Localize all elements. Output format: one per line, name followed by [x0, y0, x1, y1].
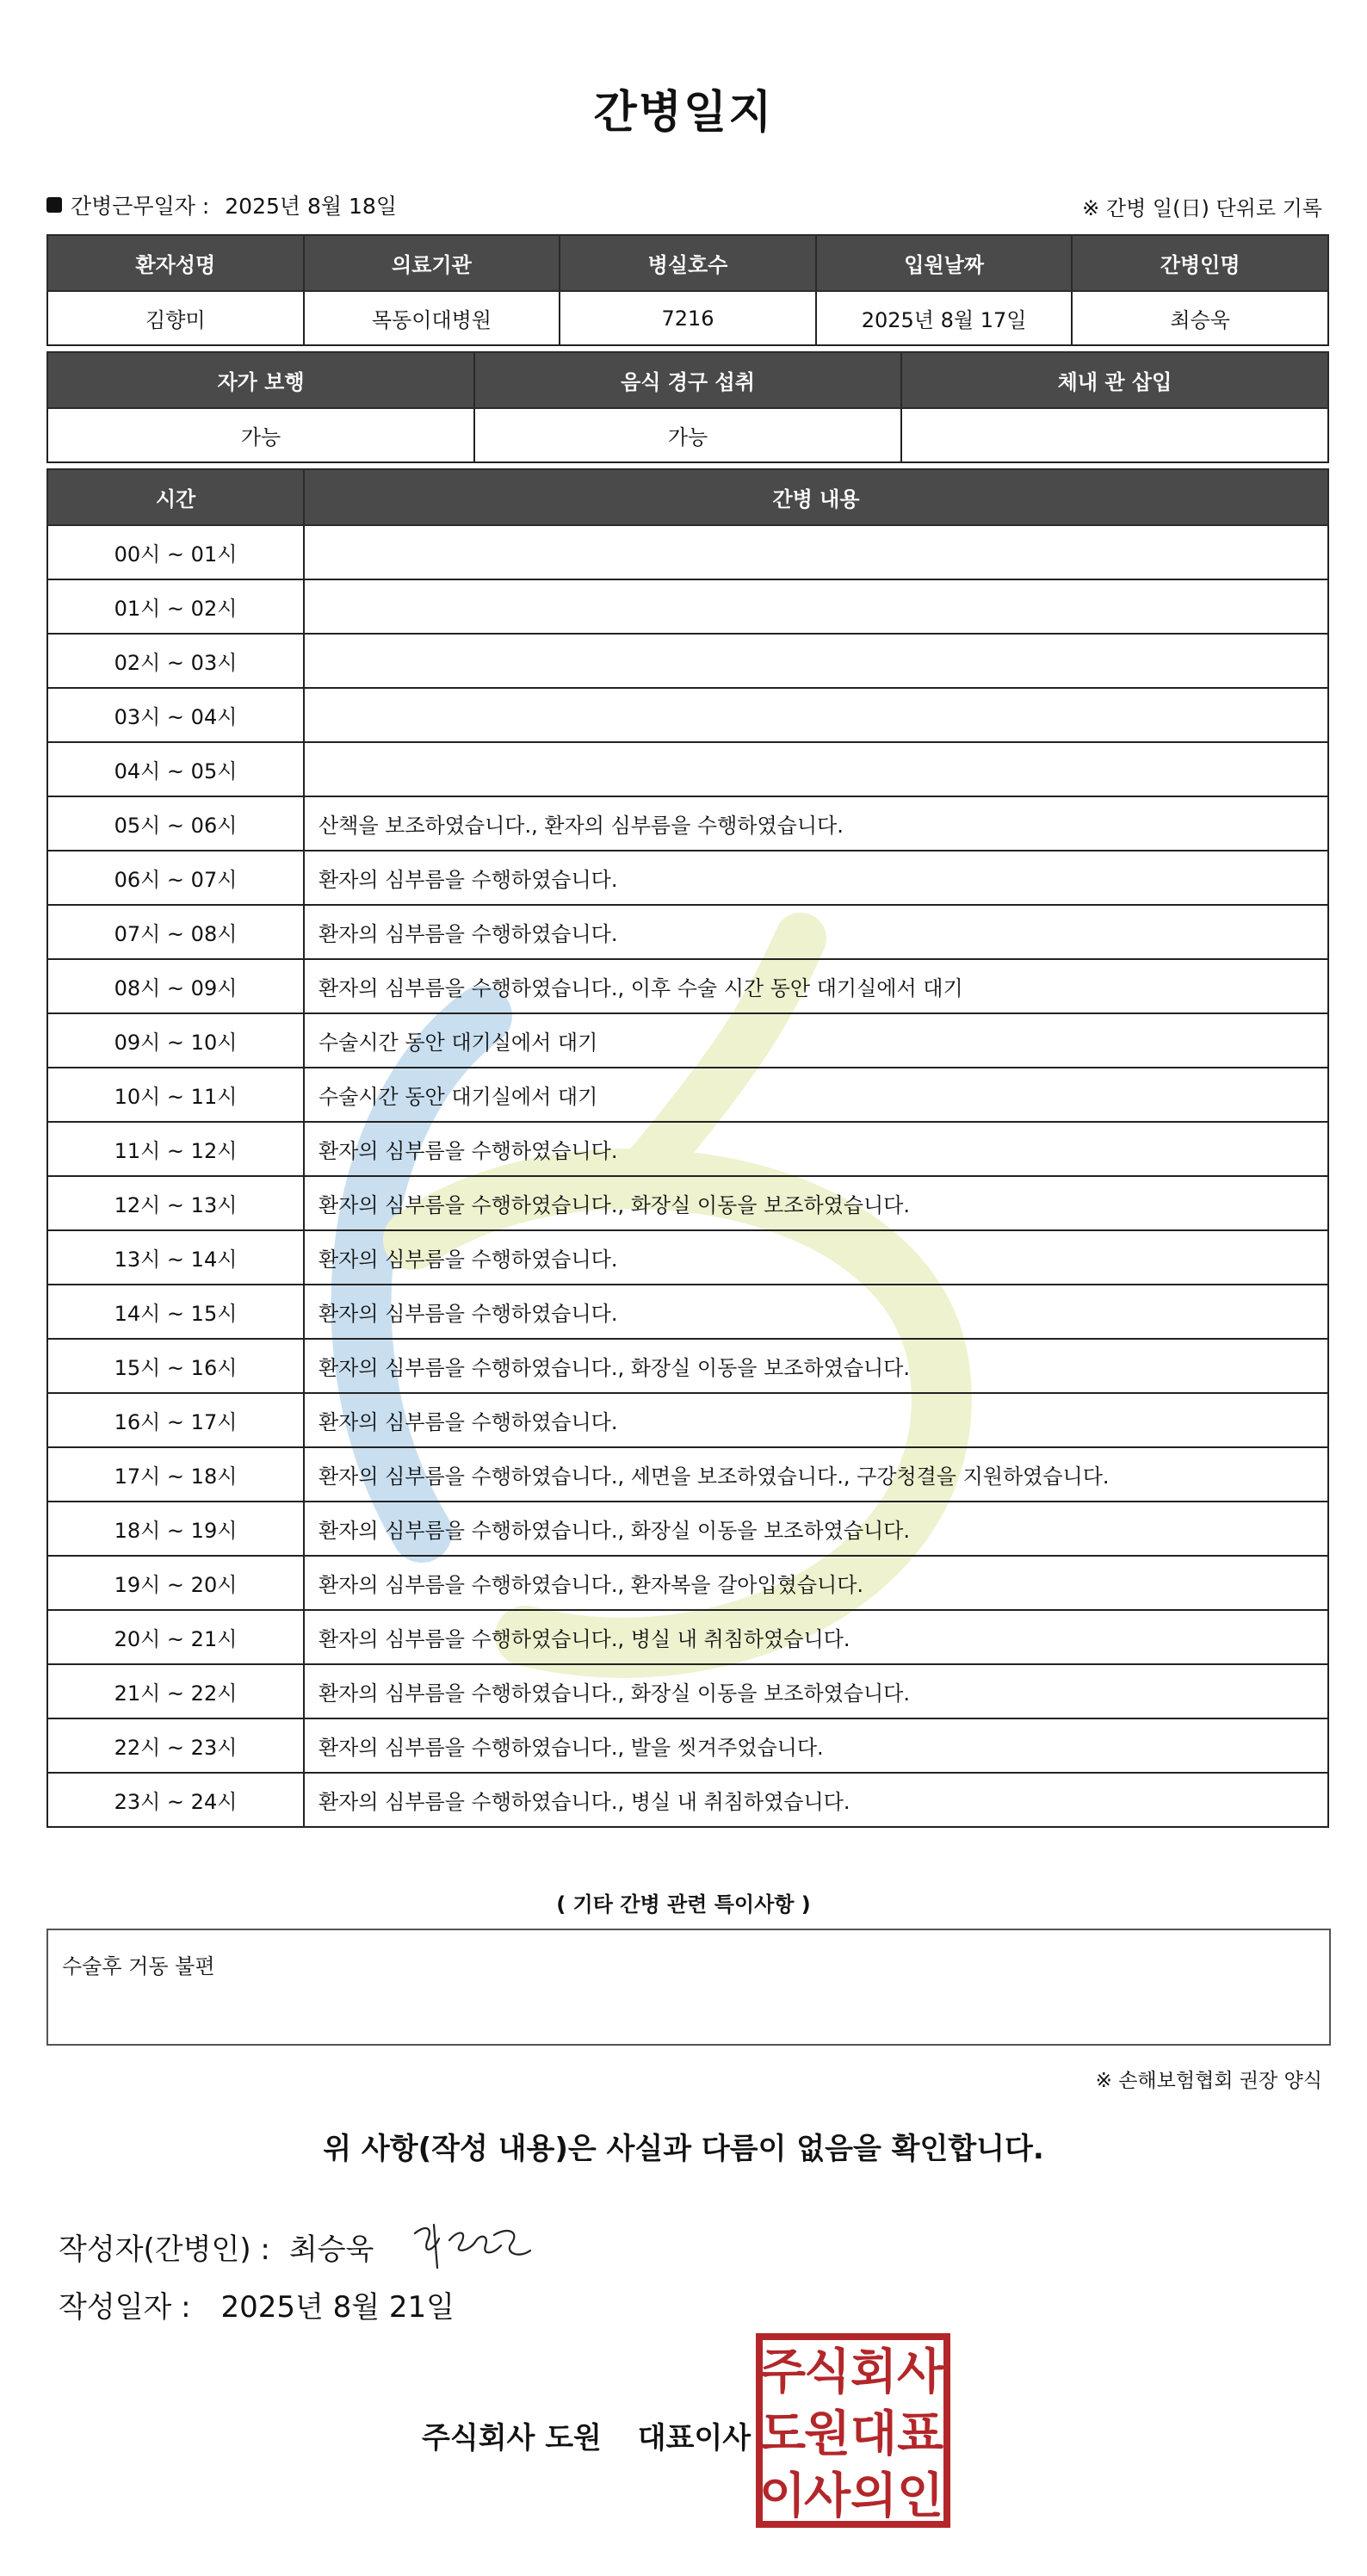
log-content: 환자의 심부름을 수행하였습니다.: [304, 1393, 1328, 1447]
hospital-name: 목동이대병원: [304, 291, 560, 345]
log-time: 08시 ~ 09시: [47, 959, 304, 1013]
company-seal-stamp: [756, 2333, 950, 2528]
svg-text:이: 이: [758, 2468, 807, 2524]
patient-header-row: [47, 235, 1328, 291]
company-name: 주식회사 도원: [422, 2421, 602, 2455]
document-title: 간병일지: [593, 87, 774, 139]
oral-intake-value: 가능: [474, 408, 901, 462]
header-admission-date: 입원날짜: [816, 235, 1073, 291]
log-time: 03시 ~ 04시: [47, 688, 304, 742]
log-content: 환자의 심부름을 수행하였습니다., 화장실 이동을 보조하였습니다.: [304, 1176, 1328, 1230]
log-row: [47, 579, 1328, 634]
log-content: 수술시간 동안 대기실에서 대기: [304, 1068, 1328, 1122]
log-row: [47, 1285, 1328, 1339]
log-time: 17시 ~ 18시: [47, 1447, 304, 1502]
log-row: [47, 688, 1328, 742]
log-row: [47, 1176, 1328, 1230]
signature-image: [408, 2216, 537, 2276]
log-content: [304, 579, 1328, 634]
log-row: [47, 1502, 1328, 1556]
log-row: [47, 1664, 1328, 1718]
header-self-walking: 자가 보행: [47, 352, 474, 408]
log-time: 13시 ~ 14시: [47, 1230, 304, 1285]
svg-text:사: 사: [803, 2468, 851, 2524]
log-content: 수술시간 동안 대기실에서 대기: [304, 1013, 1328, 1068]
log-time: 21시 ~ 22시: [47, 1664, 304, 1718]
log-row: [47, 1122, 1328, 1176]
svg-text:식: 식: [803, 2344, 851, 2400]
log-content: [304, 688, 1328, 742]
log-content: 환자의 심부름을 수행하였습니다., 이후 수술 시간 동안 대기실에서 대기: [304, 959, 1328, 1013]
hourly-care-log-table: [46, 468, 1329, 1828]
log-time: 19시 ~ 20시: [47, 1556, 304, 1610]
log-time: 09시 ~ 10시: [47, 1013, 304, 1068]
svg-text:인: 인: [896, 2468, 944, 2524]
log-row: [47, 1339, 1328, 1393]
company-signature-block: [422, 2414, 751, 2456]
author-name: 최승욱: [288, 2232, 374, 2267]
log-time: 06시 ~ 07시: [47, 851, 304, 905]
svg-text:회: 회: [850, 2344, 898, 2400]
log-time: 11시 ~ 12시: [47, 1122, 304, 1176]
log-content: 환자의 심부름을 수행하였습니다., 병실 내 취침하였습니다.: [304, 1773, 1328, 1827]
log-content: 환자의 심부름을 수행하였습니다.: [304, 1122, 1328, 1176]
log-time: 22시 ~ 23시: [47, 1718, 304, 1773]
log-row: [47, 796, 1328, 851]
patient-name: 김향미: [47, 291, 304, 345]
self-walking-value: 가능: [47, 408, 474, 462]
log-row: [47, 1230, 1328, 1285]
written-date-label: 작성일자 :: [59, 2290, 191, 2325]
log-time: 07시 ~ 08시: [47, 905, 304, 959]
log-row: [47, 1393, 1328, 1447]
header-time: 시간: [47, 469, 304, 525]
svg-text:주: 주: [758, 2344, 807, 2400]
author-row: [59, 2216, 537, 2276]
log-time: 01시 ~ 02시: [47, 579, 304, 634]
log-time: 23시 ~ 24시: [47, 1773, 304, 1827]
log-content: [304, 525, 1328, 579]
log-content: [304, 634, 1328, 688]
patient-status-table: [46, 351, 1329, 463]
log-content: 환자의 심부름을 수행하였습니다., 병실 내 취침하였습니다.: [304, 1610, 1328, 1664]
log-content: [304, 742, 1328, 796]
header-oral-intake: 음식 경구 섭취: [474, 352, 901, 408]
header-caregiver-name: 간병인명: [1072, 235, 1328, 291]
notes-title: ( 기타 간병 관련 특이사항 ): [556, 1892, 811, 1917]
log-row: [47, 525, 1328, 579]
work-date-value: 2025년 8월 18일: [225, 194, 397, 219]
written-date-row: [59, 2283, 455, 2325]
tube-insertion-value: [901, 408, 1328, 462]
log-content: 환자의 심부름을 수행하였습니다., 화장실 이동을 보조하였습니다.: [304, 1664, 1328, 1718]
log-content: 환자의 심부름을 수행하였습니다., 화장실 이동을 보조하였습니다.: [304, 1502, 1328, 1556]
unit-note: ※ 간병 일(日) 단위로 기록: [1082, 196, 1322, 220]
log-row: [47, 1068, 1328, 1122]
log-content: 환자의 심부름을 수행하였습니다., 세면을 보조하였습니다., 구강청결을 지원하였습니다.: [304, 1447, 1328, 1502]
written-date-value: 2025년 8월 21일: [220, 2290, 455, 2325]
log-time: 10시 ~ 11시: [47, 1068, 304, 1122]
header-patient-name: 환자성명: [47, 235, 304, 291]
log-content: 환자의 심부름을 수행하였습니다.: [304, 905, 1328, 959]
confirmation-statement: 위 사항(작성 내용)은 사실과 다름이 없음을 확인합니다.: [323, 2132, 1044, 2166]
log-row: [47, 1718, 1328, 1773]
log-time: 02시 ~ 03시: [47, 634, 304, 688]
square-bullet-icon: [46, 197, 62, 213]
log-time: 00시 ~ 01시: [47, 525, 304, 579]
svg-text:대: 대: [850, 2406, 898, 2462]
log-time: 16시 ~ 17시: [47, 1393, 304, 1447]
status-header-row: [47, 352, 1328, 408]
log-content: 환자의 심부름을 수행하였습니다.: [304, 1285, 1328, 1339]
room-number: 7216: [560, 291, 816, 345]
patient-info-table: [46, 234, 1329, 346]
log-row: [47, 1447, 1328, 1502]
caregiver-name: 최승욱: [1072, 291, 1328, 345]
log-row: [47, 1773, 1328, 1827]
log-content: 환자의 심부름을 수행하였습니다.: [304, 851, 1328, 905]
log-time: 18시 ~ 19시: [47, 1502, 304, 1556]
log-time: 12시 ~ 13시: [47, 1176, 304, 1230]
log-content: 환자의 심부름을 수행하였습니다., 발을 씻겨주었습니다.: [304, 1718, 1328, 1773]
svg-text:도: 도: [758, 2406, 807, 2462]
notes-box: [46, 1929, 1331, 2046]
header-tube-insertion: 체내 관 삽입: [901, 352, 1328, 408]
log-row: [47, 959, 1328, 1013]
admission-date: 2025년 8월 17일: [816, 291, 1073, 345]
log-row: [47, 851, 1328, 905]
svg-text:표: 표: [896, 2406, 944, 2462]
log-row: [47, 905, 1328, 959]
svg-text:원: 원: [803, 2406, 851, 2462]
log-time: 20시 ~ 21시: [47, 1610, 304, 1664]
log-content: 환자의 심부름을 수행하였습니다.: [304, 1230, 1328, 1285]
log-content: 환자의 심부름을 수행하였습니다., 환자복을 갈아입혔습니다.: [304, 1556, 1328, 1610]
work-date-label: 간병근무일자 :: [71, 194, 210, 219]
header-room-number: 병실호수: [560, 235, 816, 291]
log-row: [47, 1013, 1328, 1068]
status-value-row: [47, 408, 1328, 462]
patient-value-row: [47, 291, 1328, 345]
form-source-note: ※ 손해보험협회 권장 양식: [1095, 2070, 1322, 2092]
header-care-content: 간병 내용: [304, 469, 1328, 525]
work-date-row: [46, 189, 397, 220]
log-row: [47, 634, 1328, 688]
log-content: 환자의 심부름을 수행하였습니다., 화장실 이동을 보조하였습니다.: [304, 1339, 1328, 1393]
log-content: 산책을 보조하였습니다., 환자의 심부름을 수행하였습니다.: [304, 796, 1328, 851]
svg-text:의: 의: [850, 2468, 898, 2524]
log-time: 05시 ~ 06시: [47, 796, 304, 851]
log-time: 15시 ~ 16시: [47, 1339, 304, 1393]
representative-title: 대표이사: [637, 2421, 752, 2455]
header-hospital: 의료기관: [304, 235, 560, 291]
log-row: [47, 1610, 1328, 1664]
notes-text: 수술후 거동 불편: [62, 1954, 215, 1978]
svg-text:사: 사: [896, 2344, 944, 2400]
log-row: [47, 1556, 1328, 1610]
log-header-row: [47, 469, 1328, 525]
log-time: 04시 ~ 05시: [47, 742, 304, 796]
author-label: 작성자(간병인) :: [59, 2232, 270, 2267]
log-time: 14시 ~ 15시: [47, 1285, 304, 1339]
log-row: [47, 742, 1328, 796]
